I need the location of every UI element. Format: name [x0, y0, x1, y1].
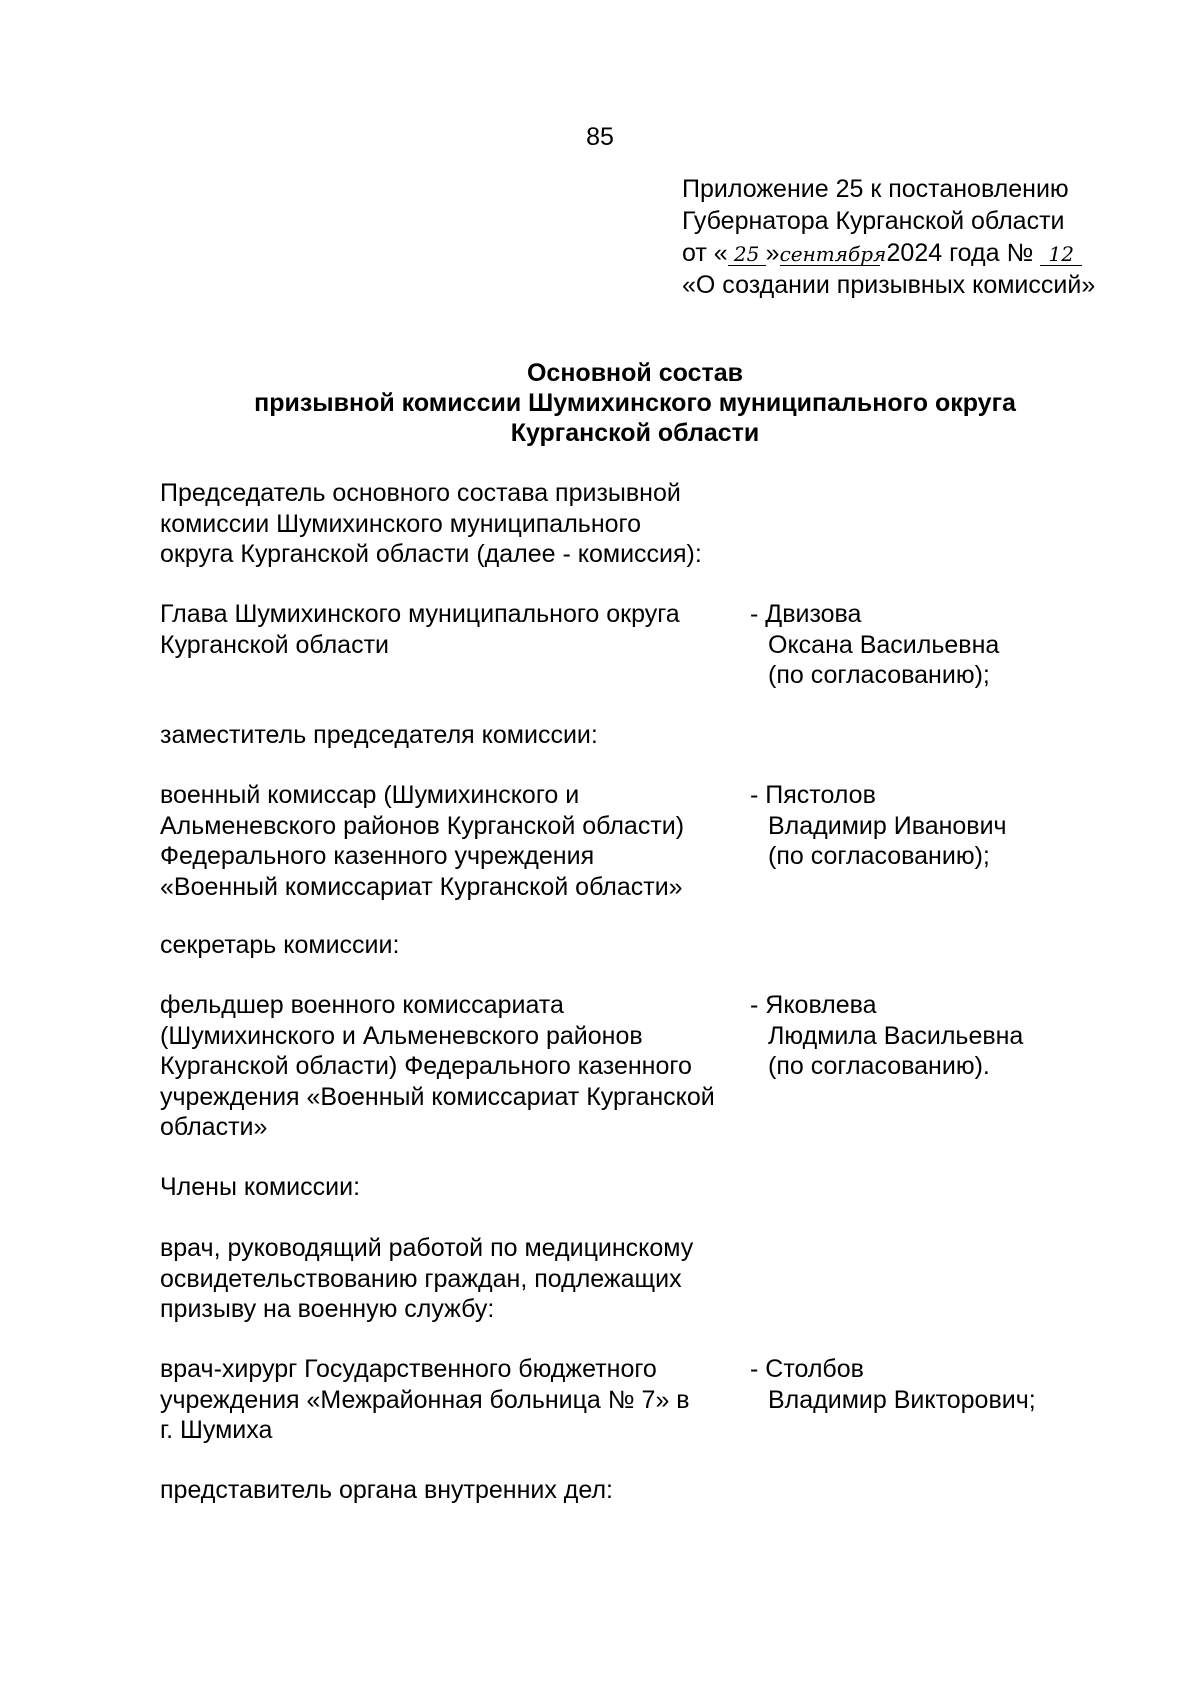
chairman-position — [160, 599, 760, 660]
secretary-position-line-1: фельдшер военного комиссариата — [160, 991, 564, 1019]
police-header: представитель органа внутренних дел: — [160, 1476, 614, 1504]
secretary-name-line-2: Людмила Васильевна — [768, 1021, 1024, 1050]
deputy-position-line-1: военный комиссар (Шумихинского и — [160, 781, 580, 809]
doctor-header — [160, 1233, 693, 1325]
chairman-name-line-3: (по согласованию); — [768, 661, 990, 689]
secretary-position-line-5: области» — [160, 1113, 268, 1141]
doctor-position-line-1: врач-хирург Государственного бюджетного — [160, 1355, 657, 1383]
date-year: 2024 года № — [886, 239, 1034, 267]
doctor-name — [750, 1354, 1170, 1415]
handwritten-number: 12 — [1040, 243, 1082, 266]
title-line-1: Основной состав — [526, 359, 744, 387]
appendix-line-3 — [682, 237, 1182, 269]
deputy-position-line-4: «Военный комиссариат Курганской области» — [160, 872, 683, 901]
doctor-name-line-1: - Столбов — [750, 1355, 864, 1383]
appendix-line-2: Губернатора Курганской области — [682, 207, 1065, 235]
chairman-header-line-1: Председатель основного состава призывной — [160, 479, 681, 507]
chairman-header-line-2: комиссии Шумихинского муниципального — [160, 509, 642, 538]
doctor-header-line-3: призыву на военную службу: — [160, 1295, 495, 1323]
doctor-header-line-1: врач, руководящий работой по медицинскому — [160, 1234, 694, 1262]
deputy-header: заместитель председателя комиссии: — [160, 721, 598, 749]
appendix-line-1: Приложение 25 к постановлению — [682, 175, 1069, 203]
appendix-line-4: «О создании призывных комиссий» — [682, 271, 1096, 299]
deputy-name-line-1: - Пястолов — [750, 781, 876, 809]
deputy-name — [750, 780, 1170, 872]
date-prefix: от « — [682, 239, 728, 267]
secretary-name-line-3: (по согласованию). — [768, 1052, 990, 1080]
doctor-position-line-2: учреждения «Межрайонная больница № 7» в — [160, 1385, 690, 1414]
secretary-name — [750, 990, 1170, 1082]
handwritten-month: сентября — [779, 242, 887, 266]
chairman-header-line-3: округа Курганской области (далее - комиссия): — [160, 540, 702, 568]
doctor-position-line-3: г. Шумиха — [160, 1416, 273, 1444]
secretary-position-line-3: Курганской области) Федерального казенного — [160, 1052, 692, 1080]
appendix-header — [682, 173, 1182, 301]
secretary-position — [160, 990, 760, 1143]
chairman-position-line-2: Курганской области — [160, 630, 390, 659]
handwritten-day: 25 — [728, 243, 766, 266]
title-line-3: Курганской области — [510, 419, 760, 447]
deputy-position-line-3: Федерального казенного учреждения — [160, 842, 595, 870]
secretary-position-line-4: учреждения «Военный комиссариат Курганской — [160, 1082, 715, 1111]
doctor-header-line-2: освидетельствованию граждан, подлежащих — [160, 1264, 682, 1293]
secretary-name-line-1: - Яковлева — [750, 991, 877, 1019]
doctor-position — [160, 1354, 760, 1446]
date-mid: » — [765, 239, 780, 267]
page-number: 85 — [586, 123, 614, 151]
chairman-name-line-1: - Двизова — [750, 600, 862, 628]
secretary-position-line-2: (Шумихинского и Альменевского районов — [160, 1021, 643, 1050]
chairman-position-line-1: Глава Шумихинского муниципального округа — [160, 600, 680, 628]
chairman-name-line-2: Оксана Васильевна — [768, 630, 1000, 659]
chairman-header — [160, 478, 702, 570]
deputy-position-line-2: Альменевского районов Курганской области) — [160, 811, 685, 840]
secretary-header: секретарь комиссии: — [160, 931, 400, 959]
deputy-name-line-3: (по согласованию); — [768, 842, 990, 870]
doctor-name-line-2: Владимир Викторович; — [768, 1385, 1036, 1414]
chairman-name — [750, 599, 1170, 691]
members-header: Члены комиссии: — [160, 1173, 361, 1201]
deputy-position — [160, 780, 760, 902]
deputy-name-line-2: Владимир Иванович — [768, 811, 1007, 840]
title-line-2: призывной комиссии Шумихинского муниципального округа — [254, 389, 1016, 417]
document-title — [0, 358, 1200, 448]
